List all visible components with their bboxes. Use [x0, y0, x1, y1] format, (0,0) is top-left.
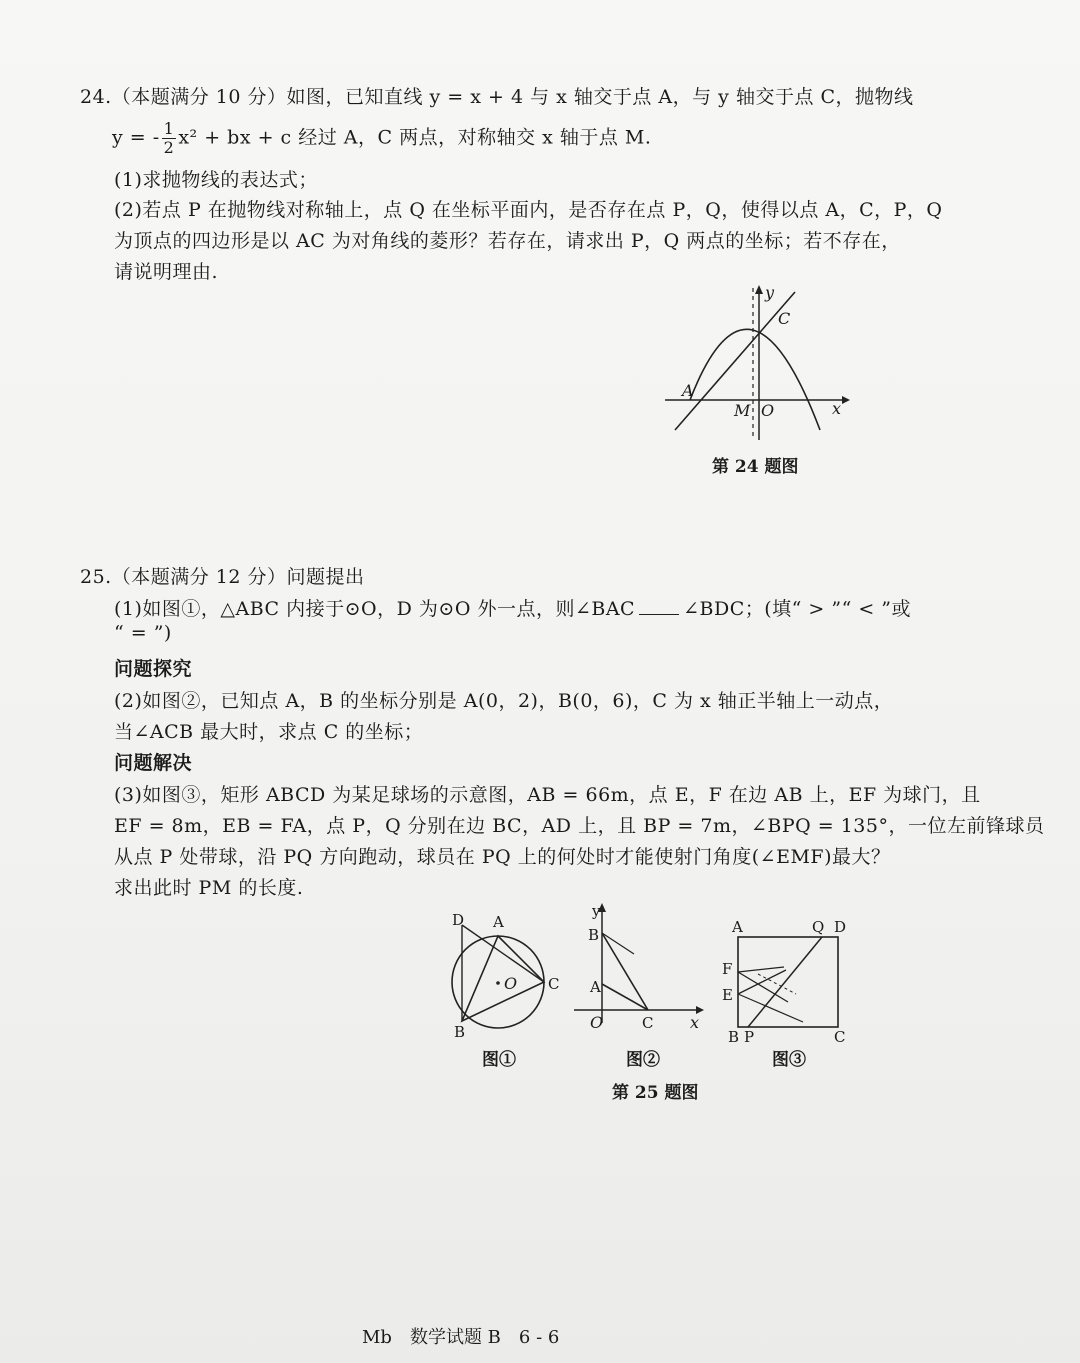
q24-fraction: [162, 120, 177, 157]
q25-fig2: [572, 898, 712, 1038]
fig3-rectangle: [738, 937, 838, 1027]
q25-fig2-svg: [572, 898, 712, 1038]
fig1-center-dot: [496, 981, 500, 985]
q24-label-C: C: [778, 309, 791, 328]
q25-part3-line2: EF = 8m，EB = FA，点 P，Q 分别在边 BC，AD 上，且 BP = 7m，∠BPQ = 135°，一位左前锋球员: [114, 815, 1045, 837]
q25-part2-line1: (2)如图②，已知点 A，B 的坐标分别是 A(0，2)，B(0，6)，C 为 x 轴正半轴上一动点，: [114, 690, 894, 712]
fig1-triangle-abc: [462, 936, 544, 1021]
fig2-label-A: A: [590, 978, 601, 996]
q24-frac-num: 1: [163, 119, 175, 138]
fig3-aux-line-1: [738, 967, 784, 972]
fig3-label-F: F: [722, 960, 733, 978]
q25-fig3: [718, 912, 858, 1047]
q24-x-arrow: [842, 396, 850, 404]
fig2-aux-line: [602, 933, 634, 954]
q25-part2-line2: 当∠ACB 最大时，求点 C 的坐标；: [114, 721, 424, 743]
fig3-label-C: C: [834, 1028, 846, 1046]
answer-blank: [639, 598, 679, 615]
fig2-label-B: B: [588, 926, 600, 944]
fig2-label-x: x: [690, 1013, 700, 1032]
q25-caption: 第 25 题图: [612, 1083, 699, 1103]
q24-part2-line2: 为顶点的四边形是以 AC 为对角线的菱形？若存在，请求出 P，Q 两点的坐标；若不存在，: [114, 230, 901, 252]
q25-line1: 25.（本题满分 12 分）问题提出: [80, 566, 365, 588]
fig2-line-bc: [602, 933, 648, 1010]
q24-part1: (1)求抛物线的表达式；: [114, 169, 318, 191]
q25-part3-line1: (3)如图③，矩形 ABCD 为某足球场的示意图，AB = 66m，点 E，F 在边 AB 上，EF 为球门，且: [114, 784, 981, 806]
fig3-label-A: A: [732, 918, 743, 936]
fig3-label-D: D: [834, 918, 847, 936]
q24-parabola: [690, 329, 820, 430]
q24-y-arrow: [755, 285, 763, 294]
fig3-line-pq: [748, 937, 822, 1027]
q24-formula-post: x² + bx + c 经过 A，C 两点，对称轴交 x 轴于点 M.: [178, 126, 652, 149]
q24-frac-den: 2: [163, 138, 175, 157]
fig2-label-C: C: [642, 1014, 654, 1032]
fig1-label-A: A: [493, 913, 504, 931]
q24-label-y: y: [765, 283, 775, 302]
q25-heading-solve: 问题解决: [114, 752, 193, 774]
fig3-caption: 图③: [772, 1050, 806, 1070]
fig1-caption: 图①: [482, 1050, 516, 1070]
q24-label-O: O: [761, 401, 775, 420]
q25-part1-post: ∠BDC；(填“ > ”“ < ”或: [683, 598, 912, 620]
q25-fig1-svg: [440, 905, 570, 1045]
page-footer: Mb 数学试题 B 6 - 6: [362, 1327, 560, 1348]
fig3-label-P: P: [744, 1028, 755, 1046]
q24-line1: 24.（本题满分 10 分）如图，已知直线 y = x + 4 与 x 轴交于点 A，与 y 轴交于点 C，抛物线: [80, 86, 914, 108]
fig2-label-y: y: [592, 902, 601, 920]
q24-part2-line1: (2)若点 P 在抛物线对称轴上，点 Q 在坐标平面内，是否存在点 P，Q，使得以点 A，C，P，Q: [114, 199, 943, 221]
fig2-caption: 图②: [626, 1050, 660, 1070]
q25-part3-line3: 从点 P 处带球，沿 PQ 方向跑动，球员在 PQ 上的何处时才能使射门角度(∠EMF)最大？: [114, 846, 891, 868]
q24-caption: 第 24 题图: [712, 457, 799, 477]
fig3-label-B: B: [728, 1028, 740, 1046]
q24-figure: [660, 280, 850, 445]
q25-fig1: [440, 905, 570, 1045]
q25-part1: [114, 594, 911, 621]
fig1-label-D: D: [452, 911, 465, 929]
fig2-label-O: O: [590, 1013, 604, 1032]
q24-part2-line3: 请说明理由.: [114, 261, 219, 283]
q25-heading-explore: 问题探究: [114, 658, 193, 680]
q24-label-x: x: [832, 399, 842, 418]
fig3-label-Q: Q: [812, 918, 825, 936]
fig3-label-E: E: [722, 986, 733, 1004]
q25-fig3-svg: [718, 912, 858, 1047]
fig3-aux-line-2: [738, 994, 803, 1022]
q24-line2: [112, 120, 651, 157]
fig1-line-dc: [462, 925, 544, 982]
q24-formula-pre: y = -: [112, 126, 160, 149]
fig1-label-C: C: [548, 975, 560, 993]
q24-label-M: M: [734, 401, 751, 420]
q24-label-A: A: [682, 381, 694, 400]
q25-part3-line4: 求出此时 PM 的长度.: [114, 877, 304, 899]
fig1-label-B: B: [454, 1023, 466, 1041]
q25-part1-line2: “ = ”): [114, 622, 172, 644]
q25-part1-pre: (1)如图①，△ABC 内接于⊙O，D 为⊙O 外一点，则∠BAC: [114, 598, 636, 620]
fig1-label-O: O: [504, 974, 518, 993]
q24-figure-svg: [660, 280, 850, 445]
